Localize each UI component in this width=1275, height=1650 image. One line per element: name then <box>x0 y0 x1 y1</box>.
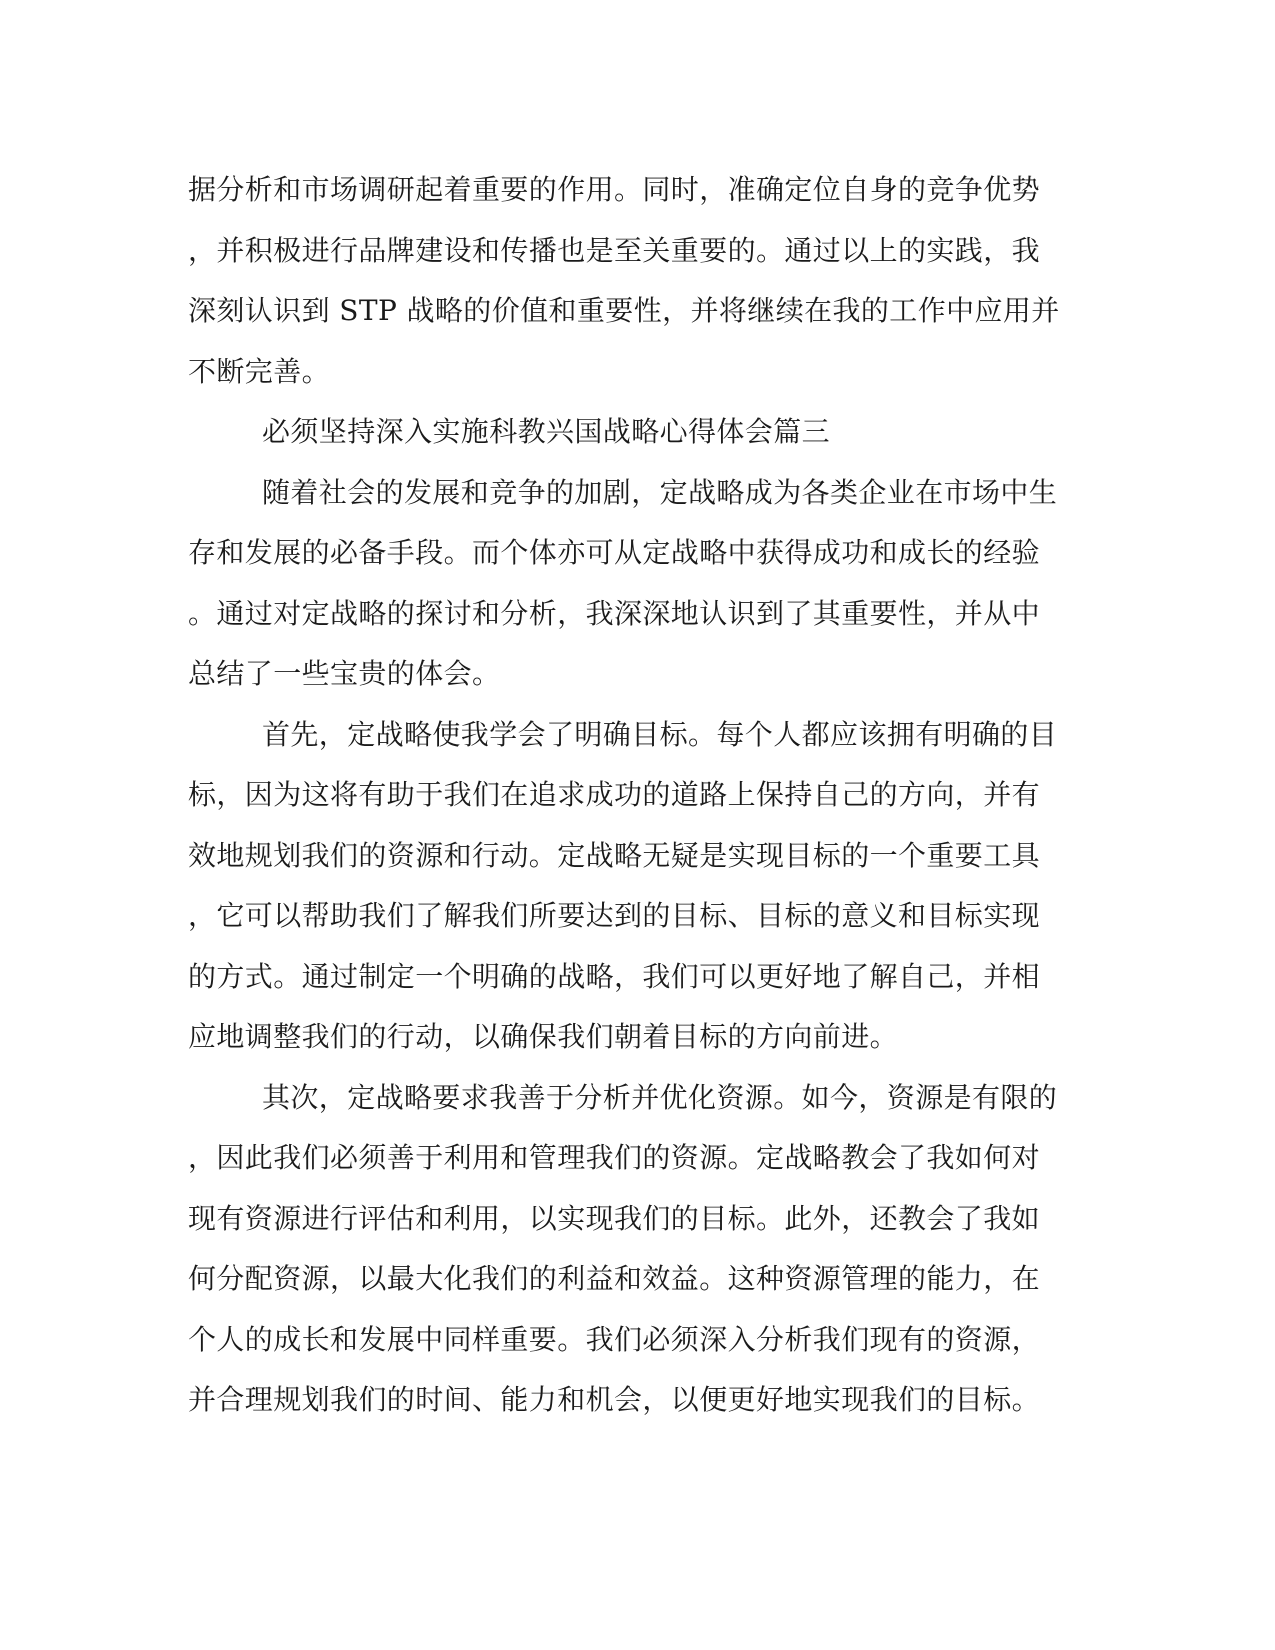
text-line: 应地调整我们的行动，以确保我们朝着目标的方向前进。 <box>188 1020 899 1053</box>
text-line: 何分配资源，以最大化我们的利益和效益。这种资源管理的能力，在 <box>188 1262 1041 1295</box>
text-line: 。通过对定战略的探讨和分析，我深深地认识到了其重要性，并从中 <box>188 596 1041 630</box>
text-line: 据分析和市场调研起着重要的作用。同时，准确定位自身的竞争优势 <box>188 173 1041 206</box>
text-line: 的方式。通过制定一个明确的战略，我们可以更好地了解自己，并相 <box>188 959 1041 993</box>
text-line: 其次，定战略要求我善于分析并优化资源。如今，资源是有限的 <box>262 1080 1058 1114</box>
text-line: 深刻认识到 STP 战略的价值和重要性，并将继续在我的工作中应用并 <box>188 294 1060 327</box>
text-line: 标，因为这将有助于我们在追求成功的道路上保持自己的方向，并有 <box>188 778 1041 811</box>
text-line: 总结了一些宝贵的体会。 <box>188 657 501 690</box>
text-line: 不断完善。 <box>188 354 331 388</box>
text-line: 现有资源进行评估和利用，以实现我们的目标。此外，还教会了我如 <box>188 1201 1041 1235</box>
text-line: 首先，定战略使我学会了明确目标。每个人都应该拥有明确的目 <box>262 717 1058 751</box>
text-line: ，它可以帮助我们了解我们所要达到的目标、目标的意义和目标实现 <box>188 899 1041 932</box>
text-line: 并合理规划我们的时间、能力和机会，以便更好地实现我们的目标。 <box>188 1383 1041 1416</box>
text-line: 存和发展的必备手段。而个体亦可从定战略中获得成功和成长的经验 <box>188 536 1041 569</box>
text-line: 随着社会的发展和竞争的加剧，定战略成为各类企业在市场中生 <box>262 475 1058 509</box>
section-heading: 必须坚持深入实施科教兴国战略心得体会篇三 <box>262 415 831 448</box>
text-line: ，因此我们必须善于利用和管理我们的资源。定战略教会了我如何对 <box>188 1141 1041 1174</box>
text-line: ，并积极进行品牌建设和传播也是至关重要的。通过以上的实践，我 <box>188 233 1041 267</box>
text-line: 效地规划我们的资源和行动。定战略无疑是实现目标的一个重要工具 <box>188 838 1041 872</box>
text-line: 个人的成长和发展中同样重要。我们必须深入分析我们现有的资源， <box>188 1322 1041 1356</box>
body-text <box>188 160 1074 1431</box>
